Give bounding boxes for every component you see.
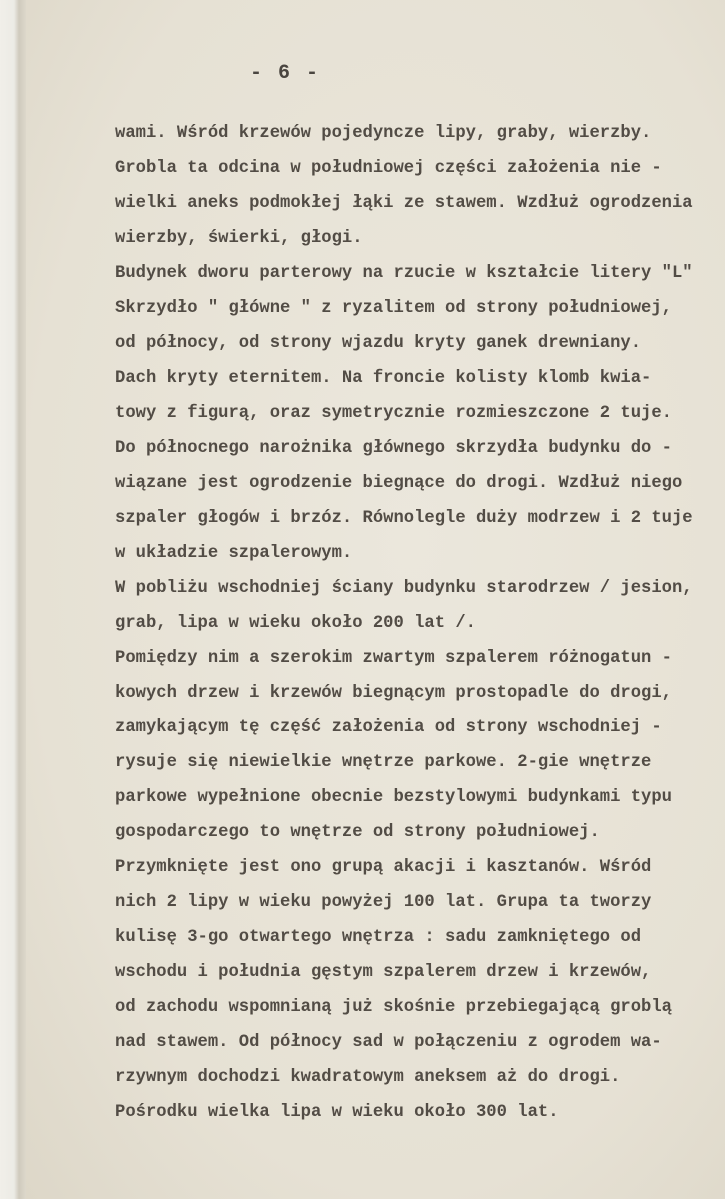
text-line: od zachodu wspomnianą już skośnie przebiegającą groblą [115,998,672,1018]
page-binding-edge [0,0,26,1199]
text-line: Pomiędzy nim a szerokim zwartym szpalerem różnogatun - [115,648,672,668]
text-line: Budynek dworu parterowy na rzucie w kształcie litery "L" [115,263,693,283]
text-line: wierzby, świerki, głogi. [115,228,363,248]
text-line: towy z figurą, oraz symetrycznie rozmieszczone 2 tuje. [115,403,672,423]
text-line: od północy, od strony wjazdu kryty ganek drewniany. [115,333,642,353]
document-body [115,117,693,1131]
text-line: Grobla ta odcina w południowej części założenia nie - [115,158,662,178]
text-line: W pobliżu wschodniej ściany budynku starodrzew / jesion, [115,578,693,598]
text-line: wami. Wśród krzewów pojedyncze lipy, graby, wierzby. [115,124,652,143]
text-line: wiązane jest ogrodzenie biegnące do drogi. Wzdłuż niego [115,473,683,493]
page-number: - 6 - [250,62,321,85]
text-line: kowych drzew i krzewów biegnącym prostopadle do drogi, [115,683,672,703]
text-line: Pośrodku wielka lipa w wieku około 300 lat. [115,1103,559,1123]
text-line: kulisę 3-go otwartego wnętrza : sadu zamkniętego od [115,928,642,948]
text-line: szpaler głogów i brzóz. Równolegle duży modrzew i 2 tuje [115,508,693,528]
text-line: gospodarczego to wnętrze od strony południowej. [115,823,600,843]
text-line: Przymknięte jest ono grupą akacji i kasztanów. Wśród [115,858,652,878]
text-line: w układzie szpalerowym. [115,543,353,563]
text-line: wielki aneks podmokłej łąki ze stawem. Wzdłuż ogrodzenia [115,193,693,213]
text-line: Dach kryty eternitem. Na froncie kolisty klomb kwia- [115,368,652,388]
text-line: Do północnego narożnika głównego skrzydła budynku do - [115,438,672,458]
text-line: Skrzydło " główne " z ryzalitem od strony południowej, [115,298,672,318]
text-line: rysuje się niewielkie wnętrze parkowe. 2-gie wnętrze [115,753,652,773]
text-line: nich 2 lipy w wieku powyżej 100 lat. Grupa ta tworzy [115,893,652,913]
text-line: wschodu i południa gęstym szpalerem drzew i krzewów, [115,963,652,983]
text-line: rzywnym dochodzi kwadratowym aneksem aż do drogi. [115,1068,621,1088]
text-line: grab, lipa w wieku około 200 lat /. [115,613,476,633]
text-line: nad stawem. Od północy sad w połączeniu z ogrodem wa- [115,1033,662,1053]
text-line: zamykającym tę część założenia od strony wschodniej - [115,718,662,738]
text-line: parkowe wypełnione obecnie bezstylowymi budynkami typu [115,788,672,808]
